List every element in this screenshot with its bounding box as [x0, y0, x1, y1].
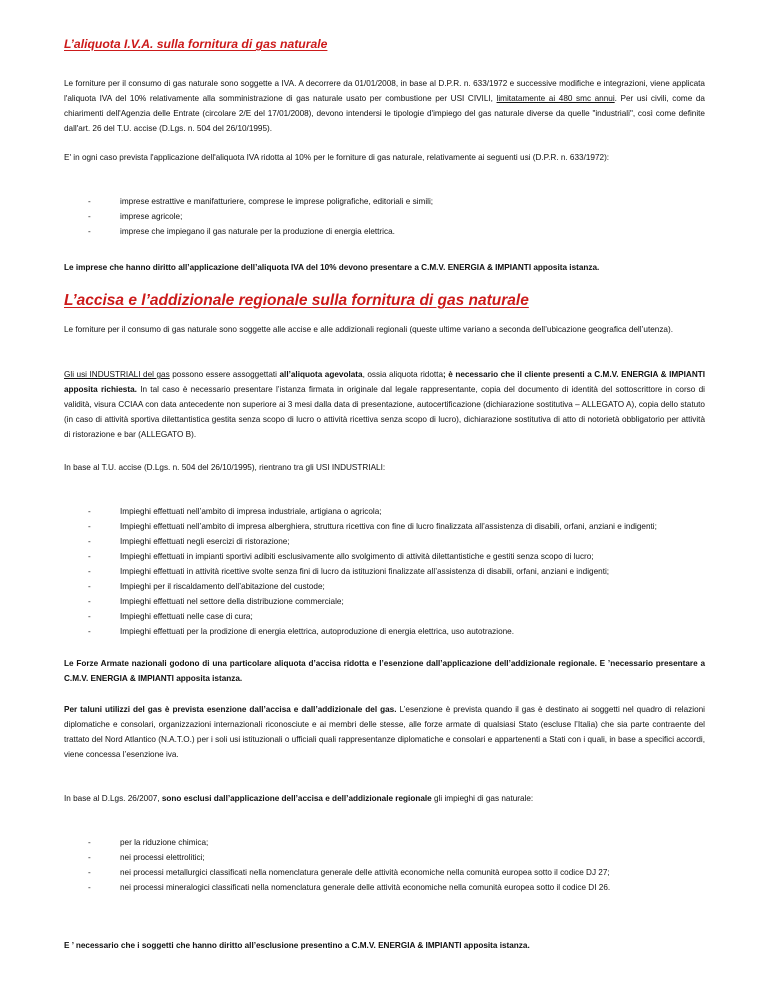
- list-marker: -: [88, 868, 91, 877]
- list-item: [64, 209, 705, 224]
- list-item: [64, 534, 705, 549]
- list-item-text: Impieghi effettuati in attività ricettive svolte senza fini di lucro da istituzioni finalizzate all’assistenza di disabili, orfani, anziani e indigenti;: [120, 567, 610, 576]
- list-item-text: Impieghi effettuati negli esercizi di ristorazione;: [120, 537, 290, 546]
- list-item-text: Impieghi effettuati nelle case di cura;: [120, 612, 253, 621]
- underlined-text: Gli usi INDUSTRIALI del gas: [64, 370, 170, 379]
- paragraph-iva-usi: E' in ogni caso prevista l'applicazione dell'aliquota IVA ridotta al 10% per le forniture di gas naturale, relativamente ai seguenti usi (D.P.R. n. 633/1972):: [64, 153, 610, 162]
- list-item-text: per la riduzione chimica;: [120, 838, 209, 847]
- list-item: [64, 564, 705, 579]
- list-marker: -: [88, 627, 91, 636]
- list-marker: -: [88, 582, 91, 591]
- paragraph-forze-armate: Le Forze Armate nazionali godono di una particolare aliquota d’accisa ridotta e l’esenzione dall’applicazione dell’addizionale regionale. E ’necessario presentare a C.M.V. ENERGIA & IMPIANTI apposita istanza.: [64, 659, 705, 683]
- list-marker: -: [88, 537, 91, 546]
- paragraph-esenzione: [64, 702, 705, 762]
- paragraph-iva-istanza: Le imprese che hanno diritto all’applicazione dell’aliquota IVA del 10% devono presentare a C.M.V. ENERGIA & IMPIANTI apposita istanza.: [64, 263, 600, 272]
- paragraph-dlgs: [64, 791, 705, 806]
- list-item: [64, 519, 705, 534]
- list-item-text: nei processi elettrolitici;: [120, 853, 205, 862]
- list-item-text: imprese che impiegano il gas naturale per la produzione di energia elettrica.: [120, 227, 395, 236]
- text: gli impieghi di gas naturale:: [431, 794, 534, 803]
- text: possono essere assoggettati: [169, 370, 280, 379]
- list-item: [64, 594, 705, 609]
- text: Le forniture per il consumo di gas naturale sono soggette a IVA. A decorrere da 01/01/2008, in base al D.P.R. n. 633/1972 e successive modifiche e integrazioni, viene applicata l'aliquota IVA del 10% relativamente alla somministrazione di gas naturale usato per combustione per USI CIVILI,: [64, 79, 705, 103]
- list-item: [64, 224, 705, 239]
- list-item: [64, 865, 705, 880]
- section-title-iva: L’aliquota I.V.A. sulla fornitura di gas naturale: [64, 37, 328, 51]
- list-item: [64, 194, 705, 209]
- bold-text: ; è necessario che il cliente presenti a C.M.V. ENERGIA & IMPIANTI apposita richiesta.: [64, 370, 706, 394]
- list-item-text: Impieghi effettuati nell’ambito di impresa industriale, artigiana o agricola;: [120, 507, 382, 516]
- list-marker: -: [88, 612, 91, 621]
- list-item-text: Impieghi effettuati per la prodizione di energia elettrica, autoproduzione di energia elettrica, uso autotrazione.: [120, 627, 515, 636]
- text: In tal caso è necessario presentare l’istanza firmata in originale dal legale rappresentante, copia del documento di identità del sottoscrittore in corso di validità, visura CCIAA con data antecedente non superiore ai 3 mesi dalla data di presentazione, autocertificazione (dichiarazione sostitutiva – ALLEGATO A), copia dello statuto (in caso di attività sportiva dilettantistica gestita senza scopo di lucro o attività ricettiva senza scopo di lucro), dichiarazione sostitutiva di atto di notorietà obbligatorio per attività di ristorazione e bar (ALLEGATO B).: [64, 385, 705, 439]
- list-item: [64, 549, 705, 564]
- section-title-accisa: L’accisa e l’addizionale regionale sulla fornitura di gas naturale: [64, 292, 529, 309]
- list-marker: -: [88, 838, 91, 847]
- list-esclusioni: [64, 835, 705, 895]
- list-item-text: nei processi mineralogici classificati nella nomenclatura generale delle attività economiche nella comunità europea sotto il codice DI 26.: [120, 883, 611, 892]
- bold-text: all’aliquota agevolata: [279, 370, 363, 379]
- list-item-text: nei processi metallurgici classificati nella nomenclatura generale delle attività economiche nella comunità europea sotto il codice DJ 27;: [120, 868, 610, 877]
- list-marker: -: [88, 507, 91, 516]
- list-iva-usi: [64, 194, 705, 239]
- list-item-text: imprese estrattive e manifatturiere, comprese le imprese poligrafiche, editoriali e simili;: [120, 197, 434, 206]
- list-item-text: Impieghi effettuati in impianti sportivi adibiti esclusivamente allo svolgimento di attività dilettantistiche e gestiti senza scopo di lucro;: [120, 552, 594, 561]
- list-marker: -: [88, 567, 91, 576]
- paragraph-accisa-intro: Le forniture per il consumo di gas naturale sono soggette alle accise e alle addizionali regionali (queste ultime variano a seconda dell’ubicazione geografica dell’utenza).: [64, 325, 673, 334]
- list-usi-industriali: [64, 504, 705, 639]
- list-marker: -: [88, 552, 91, 561]
- text: . Per usi civili, come da chiarimenti dell'Agenzia delle Entrate (circolare 2/E del 17/01/2008), devono intendersi le tipologie d'impiego del gas naturale diverse da quelle "industriali", così come definite dall'art. 26 del T.U. accise (D.Lgs. n. 504 del 26/10/1995).: [64, 94, 705, 133]
- list-item: [64, 850, 705, 865]
- list-item-text: Impieghi per il riscaldamento dell’abitazione del custode;: [120, 582, 325, 591]
- list-item: [64, 504, 705, 519]
- list-marker: -: [88, 212, 91, 221]
- text: In base al D.Lgs. 26/2007,: [64, 794, 162, 803]
- paragraph-tu-accise: In base al T.U. accise (D.Lgs. n. 504 del 26/10/1995), rientrano tra gli USI INDUSTRIALI:: [64, 463, 386, 472]
- list-item-text: Impieghi effettuati nell’ambito di impresa alberghiera, struttura ricettiva con fine di lucro finalizzata all’assistenza di disabili, orfani, anziani e indigenti;: [120, 522, 657, 531]
- list-marker: -: [88, 883, 91, 892]
- paragraph-istanza-esclusione: E ’ necessario che i soggetti che hanno diritto all’esclusione presentino a C.M.V. ENERGIA & IMPIANTI apposita istanza.: [64, 941, 530, 950]
- underlined-text: limitatamente ai 480 smc annui: [496, 94, 615, 103]
- list-item: [64, 624, 705, 639]
- list-marker: -: [88, 597, 91, 606]
- list-marker: -: [88, 197, 91, 206]
- list-item: [64, 609, 705, 624]
- text: L’esenzione è prevista quando il gas è destinato ai soggetti nel quadro di relazioni diplomatiche e consolari, organizzazioni internazionali riconosciute e ai membri delle stesse, alle forze armate di qualsiasi Stato (escluse l’Italia) che sia parte contraente del trattato del Nord Atlantico (N.A.T.O.) per i soli usi istituzionali o ufficiali quali rappresentanze diplomatiche e consolari e appartenenti a Stati con i quali, in base a specifici accordi, viene concessa l’esenzione iva.: [64, 705, 705, 759]
- list-item: [64, 880, 705, 895]
- list-marker: -: [88, 227, 91, 236]
- list-marker: -: [88, 853, 91, 862]
- list-item: [64, 579, 705, 594]
- paragraph-usi-industriali: [64, 367, 705, 442]
- list-item: [64, 835, 705, 850]
- list-item-text: imprese agricole;: [120, 212, 183, 221]
- list-item-text: Impieghi effettuati nel settore della distribuzione commerciale;: [120, 597, 344, 606]
- list-marker: -: [88, 522, 91, 531]
- paragraph-iva-intro: [64, 76, 705, 136]
- text: , ossia aliquota ridotta: [362, 370, 443, 379]
- bold-text: sono esclusi dall’applicazione dell’accisa e dell’addizionale regionale: [161, 794, 432, 803]
- bold-text: Per taluni utilizzi del gas è prevista esenzione dall’accisa e dall’addizionale del gas.: [64, 705, 397, 714]
